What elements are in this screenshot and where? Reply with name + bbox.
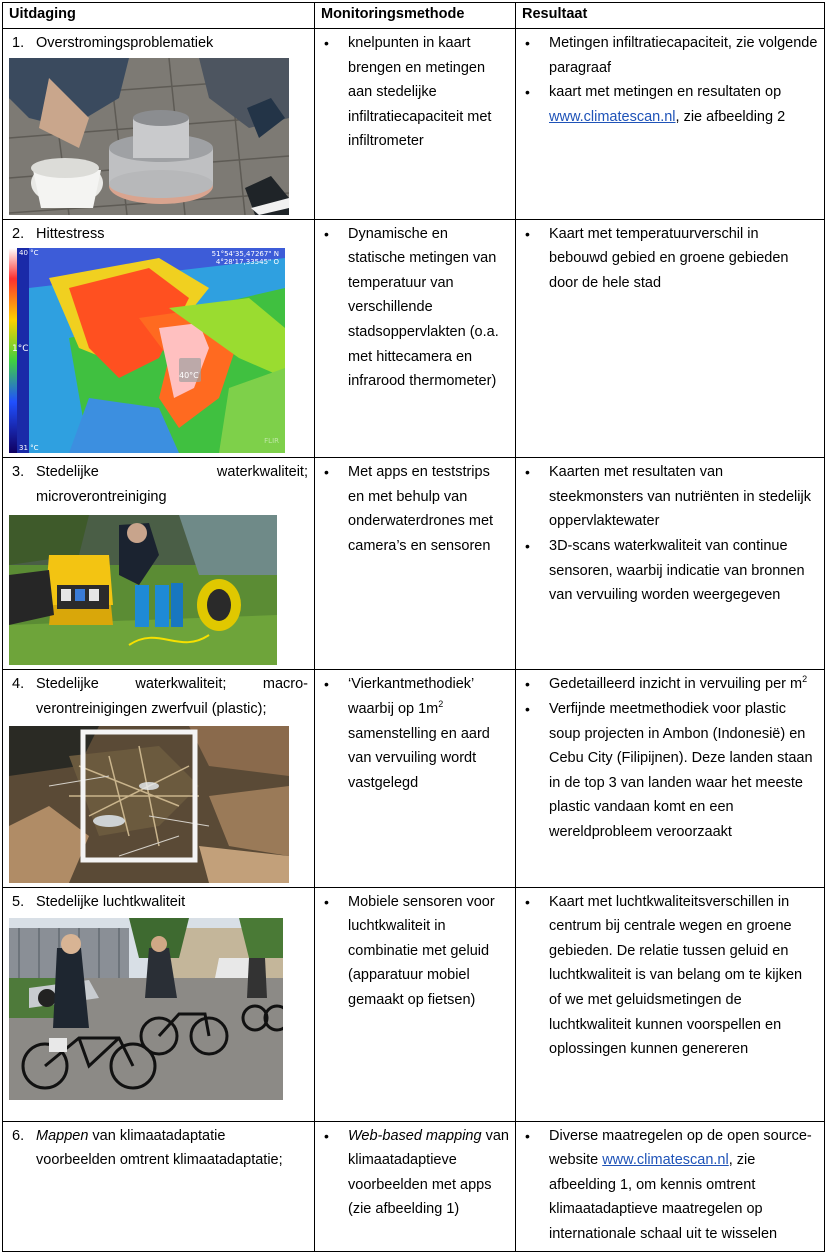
table-row (3, 219, 825, 458)
challenge-title: Stedelijke luchtkwaliteit (36, 893, 186, 910)
table-row (3, 887, 825, 1121)
row-number: 1. (12, 35, 25, 51)
challenge-cell (3, 1121, 315, 1251)
method-cell (315, 1121, 516, 1251)
challenge-title: Overstromingsproblematiek (36, 35, 214, 51)
method-cell (315, 29, 516, 220)
challenge-cell (3, 670, 315, 887)
challenge-title: Stedelijke waterkwaliteit; macro- (36, 676, 308, 693)
method-item: • Dynamische en statische metingen van temperatuur van verschillende stadsoppervlakten (o.a. met hittecamera en infrarood thermometer) (321, 222, 509, 394)
method-item: • ‘Vierkantmethodiek’ waarbij op $1m^2$ samenstelling en aard van vervuiling wordt vastgelegd (321, 672, 509, 795)
table-row (3, 458, 825, 670)
method-cell (315, 219, 516, 458)
table-row (3, 670, 825, 887)
challenge-cell (3, 29, 315, 220)
challenge-cell (3, 458, 315, 670)
result-item: • Gedetailleerd inzicht in vervuiling per $m^2$ (522, 672, 818, 697)
challenge-title: Hittestress (36, 225, 105, 242)
result-item: • kaart met metingen en resultaten op www.climatescan.nl, zie afbeelding 2 (522, 80, 818, 129)
row-number: 6. (12, 1127, 25, 1144)
monitoring-table (2, 2, 825, 1252)
row-number: 5. (12, 893, 25, 910)
method-item: • Web-based mapping van klimaatadaptieve voorbeelden met apps (zie afbeelding 1) (321, 1124, 509, 1222)
row-number: 4. (12, 676, 25, 693)
plastic-litter-photo (9, 726, 289, 883)
challenge-title-continued: verontreinigingen zwerfvuil (plastic); (36, 700, 267, 717)
header-result: Resultaat (516, 3, 825, 29)
result-cell (516, 1121, 825, 1251)
result-cell (516, 219, 825, 458)
method-item: • knelpunten in kaart brengen en metingen aan stedelijke infiltratiecapaciteit met infiltrometer (321, 31, 509, 154)
result-item: • Kaart met temperatuurverschil in bebouwd gebied en groene gebieden door de hele stad (522, 222, 818, 296)
challenge-cell (3, 219, 315, 458)
challenge-title-continued: microverontreiniging (36, 488, 167, 505)
result-item: • Verfijnde meetmethodiek voor plastic soup projecten in Ambon (Indonesië) en Cebu City (Filipijnen). Deze landen staan in de top 3 van landen waar het meeste plastic vandaan komt en een wereldprobleem veroorzaakt (522, 697, 818, 845)
result-cell (516, 670, 825, 887)
table-header-row (3, 3, 825, 29)
water-sampling-photo (9, 515, 277, 665)
result-item: • Diverse maatregelen op de open source-website www.climatescan.nl, zie afbeelding 1, om kennis omtrent klimaatadaptieve maatregelen op internationale schaal uit te wisselen (522, 1124, 818, 1247)
result-item: • 3D-scans waterkwaliteit van continue sensoren, waarbij indicatie van bronnen van vervuiling worden weergegeven (522, 534, 818, 608)
result-item: • Kaarten met resultaten van steekmonsters van nutriënten in stedelijk oppervlaktewater (522, 460, 818, 534)
result-item: • Kaart met luchtkwaliteitsverschillen in centrum bij centrale wegen en groene gebieden. De relatie tussen geluid en luchtkwaliteit is van belang om te kijken of we met geluidsmetingen de luchtkwaliteit kunnen voorspellen en oplossingen kunnen genereren (522, 890, 818, 1062)
header-method: Monitoringsmethode (315, 3, 516, 29)
method-cell (315, 458, 516, 670)
result-cell (516, 29, 825, 220)
method-cell (315, 670, 516, 887)
challenge-title: Mappen van klimaatadaptatie voorbeelden omtrent klimaatadaptatie; (36, 1127, 283, 1169)
table-row (3, 29, 825, 220)
result-cell (516, 458, 825, 670)
table-row (3, 1121, 825, 1251)
row-number: 2. (12, 225, 25, 242)
row-number: 3. (12, 464, 25, 481)
result-cell (516, 887, 825, 1121)
climatescan-link[interactable]: www.climatescan.nl (549, 108, 676, 125)
climatescan-link[interactable]: www.climatescan.nl (602, 1152, 729, 1169)
challenge-cell (3, 887, 315, 1121)
header-challenge: Uitdaging (3, 3, 315, 29)
method-cell (315, 887, 516, 1121)
method-item: • Mobiele sensoren voor luchtkwaliteit in combinatie met geluid (apparatuur mobiel gemaakt op fietsen) (321, 890, 509, 1013)
bicycle-sensors-photo (9, 918, 283, 1100)
method-item: • Met apps en teststrips en met behulp van onderwaterdrones met camera’s en sensoren (321, 460, 509, 558)
result-item: • Metingen infiltratiecapaciteit, zie volgende paragraaf (522, 31, 818, 80)
challenge-title: Stedelijke waterkwaliteit; (36, 464, 308, 481)
thermal-image: 40 °C 51°54'35,47267" N 4°28'17,33545" O 1°C 40°C 31 °C FLIR (9, 248, 285, 453)
infiltrometer-photo (9, 58, 289, 215)
